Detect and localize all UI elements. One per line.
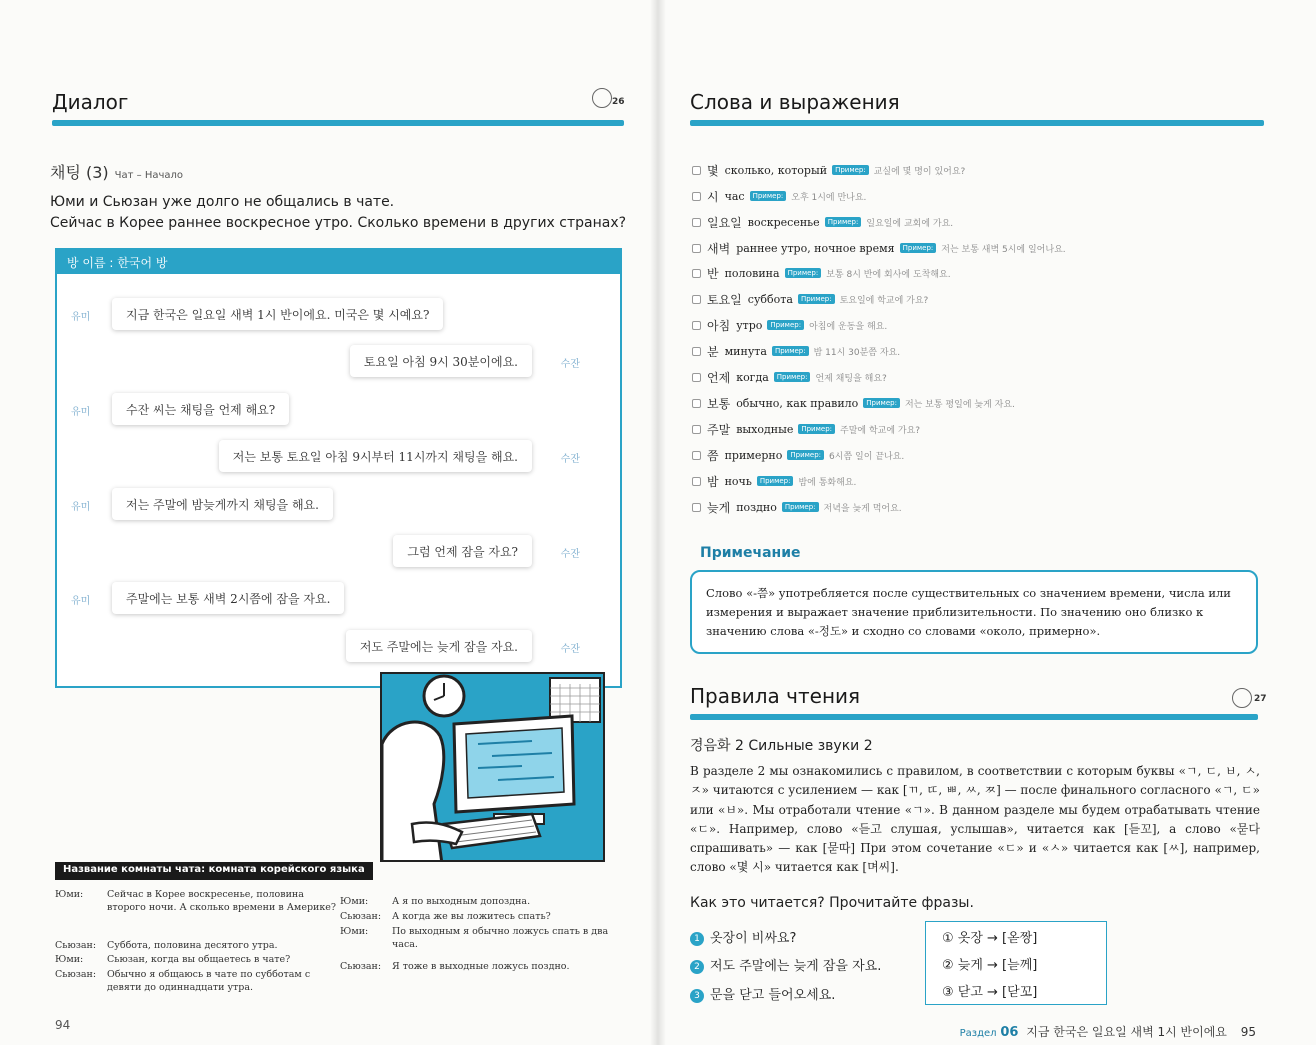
vocab-korean: 분: [707, 344, 719, 359]
phrase-number: 3: [690, 989, 704, 1003]
dialog-intro: [50, 192, 630, 234]
page-number: 94: [55, 1018, 71, 1032]
example-tag: Пример:: [798, 424, 835, 434]
message-speaker: 수잔: [560, 644, 580, 655]
example-tag: Пример:: [750, 191, 787, 201]
practice-question: Как это читается? Прочитайте фразы.: [690, 895, 974, 911]
practice-phrase: [690, 955, 881, 974]
vocab-korean: 반: [707, 266, 719, 281]
translation-text: Сьюзан, когда вы общаетесь в чате?: [107, 954, 291, 965]
translation-text: Обычно я общаюсь в чате по субботам с девяти до одиннадцати утра.: [107, 969, 311, 993]
vocab-korean: 늦게: [707, 500, 731, 515]
cd-icon: [1232, 688, 1252, 708]
translation-speaker: Юми:: [55, 954, 84, 965]
message-bubble: 주말에는 보통 새벽 2시쯤에 잠을 자요.: [112, 582, 344, 614]
vocab-example: 일요일에 교회에 가요.: [866, 218, 954, 229]
vocab-korean: 아침: [707, 318, 731, 333]
phrase-text: 옷장이 비싸요?: [710, 931, 797, 946]
vocab-korean: 주말: [707, 422, 731, 437]
vocab-checkbox[interactable]: [692, 503, 701, 512]
reading-rules-title: Правила чтения: [690, 684, 861, 708]
translation-line: [55, 939, 337, 953]
cd-icon: [592, 88, 612, 108]
vocab-item: [692, 498, 902, 516]
translation-text: А я по выходным допоздна.: [392, 896, 531, 907]
translation-line: [340, 895, 630, 909]
phrase-number: 1: [690, 932, 704, 946]
translation-speaker: Сьюзан:: [340, 961, 382, 972]
vocab-example: 주말에 학교에 가요?: [840, 425, 921, 436]
vocab-item: [692, 472, 856, 490]
vocab-translation: когда: [736, 370, 769, 384]
example-tag: Пример:: [782, 502, 819, 512]
vocab-translation: раннее утро, ночное время: [736, 241, 895, 255]
vocab-checkbox[interactable]: [692, 399, 701, 408]
vocab-checkbox[interactable]: [692, 244, 701, 253]
vocab-example: 밤에 통화해요.: [798, 477, 857, 488]
example-tag: Пример:: [774, 372, 811, 382]
pronunciation-answer: ③ 닫고 → [닫꼬]: [942, 985, 1038, 1000]
vocab-translation: поздно: [736, 500, 777, 514]
translation-speaker: Сьюзан:: [55, 969, 97, 980]
reading-rules-underline: [690, 714, 1258, 720]
translation-text: Сейчас в Корее воскресенье, половина второго ночи. А сколько времени в Америке?: [107, 889, 337, 913]
translation-line: [55, 968, 337, 993]
pronunciation-answer: ① 옷장 → [옫짱]: [942, 931, 1038, 946]
vocab-item: [692, 316, 887, 334]
vocab-example: 저는 보통 평일에 늦게 자요.: [904, 399, 1015, 410]
vocab-checkbox[interactable]: [692, 373, 701, 382]
right-page: [658, 0, 1316, 1045]
translation-text: А когда же вы ложитесь спать?: [392, 911, 551, 922]
vocab-korean: 토요일: [707, 292, 742, 307]
vocab-item: [692, 446, 904, 464]
chat-window: [55, 248, 622, 688]
chat-heading-title: 채팅 (3): [50, 163, 109, 182]
message-speaker: 수잔: [560, 549, 580, 560]
vocab-translation: сколько, который: [724, 163, 828, 177]
vocab-item: [692, 420, 920, 438]
vocab-item: [692, 161, 965, 179]
vocab-translation: час: [724, 189, 745, 203]
message-bubble: 지금 한국은 일요일 새벽 1시 반이에요. 미국은 몇 시예요?: [112, 298, 443, 330]
chat-message: [57, 630, 620, 664]
vocab-checkbox[interactable]: [692, 347, 701, 356]
footer-section-word: Раздел: [959, 1028, 997, 1039]
dialog-section-title: Диалог: [52, 90, 129, 114]
practice-phrase: [690, 927, 796, 946]
translation-line: [340, 960, 630, 974]
reading-rules-text: В разделе 2 мы ознакомились с правилом, в соответствии с которым буквы «ㄱ, ㄷ, ㅂ, ㅅ, ㅈ» читаются с усилением — как [ㄲ, ㄸ, ㅃ, ㅆ, ㅉ] — после финального согласного «ㄱ, ㄷ» или «ㅂ». Мы отработали чтение «ㄱ». В данном разделе мы будем отрабатывать чтение «ㄷ». Например, слово «듣고 слушая, услышав», читается как [듣꼬], а слово «묻다 спрашивать» — как [묻따] При этом сочетание «ㄷ» и «ㅅ» читается как [ㅆ], например, слово «몇 시» читается как [며씨].: [690, 764, 1260, 875]
cd-track-number: 27: [1254, 694, 1267, 704]
vocab-korean: 언제: [707, 370, 731, 385]
vocab-example: 교실에 몇 명이 있어요?: [873, 166, 966, 177]
chat-heading-subtitle: Чат – Начало: [114, 170, 184, 181]
vocab-checkbox[interactable]: [692, 295, 701, 304]
translation-speaker: Юми:: [340, 896, 369, 907]
vocab-example: 언제 채팅을 해요?: [815, 373, 887, 384]
vocab-translation: воскресенье: [747, 215, 820, 229]
message-speaker: 수잔: [560, 454, 580, 465]
vocab-checkbox[interactable]: [692, 451, 701, 460]
vocab-example: 오후 1시에 만나요.: [791, 192, 867, 203]
page-footer: [960, 1023, 1256, 1040]
vocab-korean: 밤: [707, 474, 719, 489]
translation-text: Суббота, половина десятого утра.: [107, 940, 278, 951]
example-tag: Пример:: [772, 346, 809, 356]
vocab-example: 저는 보통 새벽 5시에 일어나요.: [941, 244, 1066, 255]
pronunciation-answer-box: [925, 921, 1107, 1005]
cd-track-number: 26: [612, 97, 625, 107]
phrase-number: 2: [690, 960, 704, 974]
vocab-item: [692, 239, 1066, 257]
vocab-translation: половина: [724, 266, 780, 280]
message-speaker: 유미: [71, 312, 91, 323]
chat-message: [57, 582, 620, 616]
vocab-example: 6시쯤 일이 끝나요.: [829, 451, 905, 462]
message-speaker: 수잔: [560, 359, 580, 370]
pronunciation-answer: ② 늦게 → [늗께]: [942, 958, 1038, 973]
vocab-korean: 보통: [707, 396, 731, 411]
room-name-banner: Название комнаты чата: комната корейского языка: [55, 862, 373, 880]
message-bubble: 저는 보통 토요일 아침 9시부터 11시까지 채팅을 해요.: [219, 440, 532, 472]
vocab-translation: утро: [736, 318, 763, 332]
vocab-korean: 시: [707, 189, 719, 204]
note-title: Примечание: [700, 545, 801, 561]
vocab-checkbox[interactable]: [692, 477, 701, 486]
translation-line: [55, 953, 337, 967]
book-spine-shadow: [650, 0, 666, 1045]
vocab-translation: ночь: [724, 474, 752, 488]
vocab-example: 토요일에 학교에 가요?: [839, 295, 929, 306]
message-bubble: 토요일 아침 9시 30분이에요.: [350, 345, 532, 377]
vocab-example: 밤 11시 30분쯤 자요.: [813, 347, 901, 358]
phrase-text: 저도 주말에는 늦게 잠을 자요.: [710, 959, 882, 974]
message-bubble: 저도 주말에는 늦게 잠을 자요.: [346, 630, 532, 662]
reading-rules-subtitle: 경음화 2 Сильные звуки 2: [690, 738, 873, 754]
example-tag: Пример:: [863, 398, 900, 408]
vocab-checkbox[interactable]: [692, 321, 701, 330]
example-tag: Пример:: [900, 243, 937, 253]
vocab-item: [692, 264, 951, 282]
vocab-korean: 몇: [707, 163, 719, 178]
message-bubble: 저는 주말에 밤늦게까지 채팅을 해요.: [112, 488, 333, 520]
vocab-translation: выходные: [736, 422, 794, 436]
translation-speaker: Юми:: [340, 926, 369, 937]
intro-line-1: Юми и Сьюзан уже долго не общались в чате.: [50, 194, 395, 210]
example-tag: Пример:: [798, 294, 835, 304]
vocab-example: 보통 8시 반에 회사에 도착해요.: [826, 269, 951, 280]
example-tag: Пример:: [785, 268, 822, 278]
vocab-item: [692, 290, 928, 308]
phrase-text: 문을 닫고 들어오세요.: [710, 988, 836, 1003]
vocab-item: [692, 368, 887, 386]
translation-speaker: Сьюзан:: [55, 940, 97, 951]
chat-illustration: [380, 672, 605, 862]
vocab-checkbox[interactable]: [692, 425, 701, 434]
example-tag: Пример:: [767, 320, 804, 330]
vocab-checkbox[interactable]: [692, 166, 701, 175]
person-at-computer-illustration: [382, 674, 605, 862]
chat-message: [57, 298, 620, 332]
vocab-korean: 새벽: [707, 241, 731, 256]
translation-line: [55, 888, 337, 913]
vocab-korean: 쯤: [707, 448, 719, 463]
translation-text: По выходным я обычно ложусь спать в два часа.: [392, 926, 609, 950]
dialog-title-underline: [52, 120, 624, 126]
chat-room-header: 방 이름 : 한국어 방: [57, 250, 620, 274]
message-speaker: 유미: [71, 407, 91, 418]
page-number: 95: [1240, 1025, 1256, 1039]
example-tag: Пример:: [787, 450, 824, 460]
chat-message: [57, 345, 620, 379]
message-bubble: 수잔 씨는 채팅을 언제 해요?: [112, 393, 289, 425]
practice-phrase: [690, 984, 835, 1003]
footer-unit-title: 지금 한국은 일요일 새벽 1시 반이에요: [1026, 1025, 1227, 1039]
message-bubble: 그럼 언제 잠을 자요?: [393, 535, 532, 567]
vocab-checkbox[interactable]: [692, 269, 701, 278]
example-tag: Пример:: [757, 476, 794, 486]
chat-heading: [50, 160, 183, 183]
translation-speaker: Юми:: [55, 889, 84, 900]
chat-message: [57, 393, 620, 427]
vocab-section-title: Слова и выражения: [690, 90, 900, 114]
example-tag: Пример:: [832, 165, 869, 175]
translation-text: Я тоже в выходные ложусь поздно.: [392, 961, 570, 972]
vocab-translation: суббота: [747, 292, 793, 306]
message-speaker: 유미: [71, 596, 91, 607]
vocab-item: [692, 213, 953, 231]
vocab-example: 저녁을 늦게 먹어요.: [823, 503, 902, 514]
vocab-checkbox[interactable]: [692, 218, 701, 227]
vocab-translation: минута: [724, 344, 767, 358]
chat-message: [57, 535, 620, 569]
translation-line: [340, 910, 630, 924]
footer-section-number: 06: [1000, 1025, 1019, 1040]
vocab-item: [692, 394, 1015, 412]
example-tag: Пример:: [825, 217, 862, 227]
intro-line-2: Сейчас в Корее раннее воскресное утро. Сколько времени в других странах?: [50, 215, 627, 231]
chat-message: [57, 440, 620, 474]
message-speaker: 유미: [71, 502, 91, 513]
vocab-item: [692, 342, 900, 360]
vocab-title-underline: [690, 120, 1264, 126]
chat-message: [57, 488, 620, 522]
translation-speaker: Сьюзан:: [340, 911, 382, 922]
note-box: Слово «-쯤» употребляется после существительных со значением времени, числа или измерения и выражает значение приблизительности. По значению оно близко к значению слова «-정도» и сходно со словами «около, примерно».: [690, 570, 1258, 654]
vocab-translation: примерно: [724, 448, 783, 462]
vocab-example: 아침에 운동을 해요.: [809, 321, 888, 332]
vocab-korean: 일요일: [707, 215, 742, 230]
vocab-checkbox[interactable]: [692, 192, 701, 201]
translation-line: [340, 925, 630, 950]
vocab-translation: обычно, как правило: [736, 396, 859, 410]
vocab-item: [692, 187, 866, 205]
